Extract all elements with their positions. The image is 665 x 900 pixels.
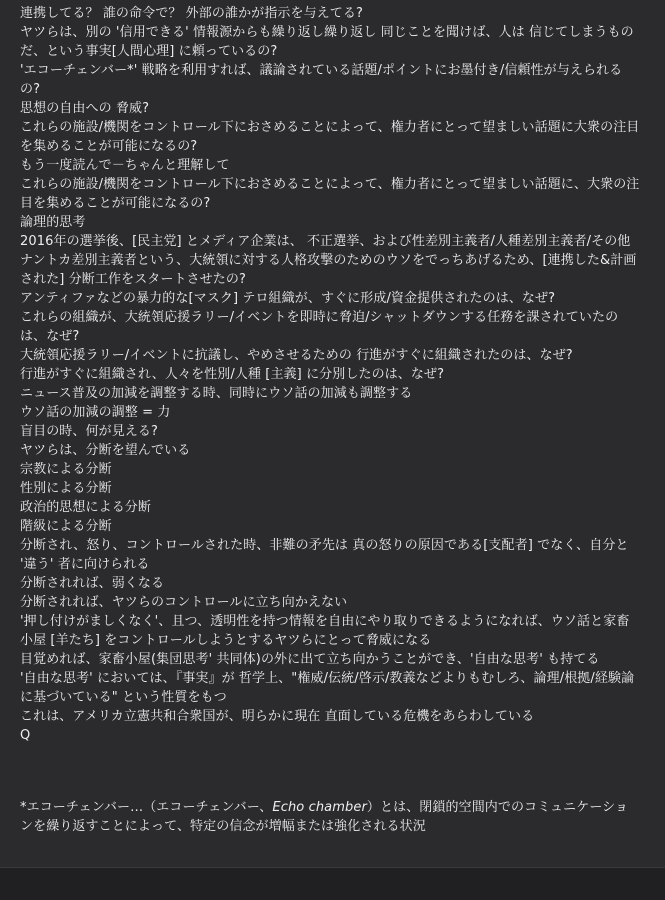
post-line: 分断されれば、弱くなる [20, 576, 165, 591]
post-line: 'エコーチェンバー*' 戦略を利用すれば、議論されている話題/ポイントにお墨付き/信頼性が与えられるの? [20, 63, 623, 97]
post-line: 大統領応援ラリー/イベントに抗議し、やめさせるための 行進がすぐに組織されたのは、なぜ? [20, 348, 573, 363]
post-line: 政治的思想による分断 [20, 500, 152, 515]
post-line: 目覚めれば、家畜小屋(集団思考' 共同体)の外に出て立ち向かうことができ、'自由な思考' も持てる [20, 652, 600, 667]
post-line: 性別による分断 [20, 481, 112, 496]
post-line: ヤツらは、分断を望んでいる [20, 443, 191, 458]
post-line: 階級による分断 [20, 519, 112, 534]
post-line: 連携してる？ 誰の命令で？ 外部の誰かが指示を与えてる? [20, 6, 363, 21]
post-line: Q [20, 728, 31, 743]
bottom-bar [0, 868, 665, 900]
post-line: 宗教による分断 [20, 462, 112, 477]
post-line: これは、アメリカ立憲共和合衆国が、明らかに現在 直面している危機をあらわしている [20, 709, 535, 724]
post-line: 分断されれば、ヤツらのコントロールに立ち向かえない [20, 595, 348, 610]
post-line: 論理的思考 [20, 215, 86, 230]
post-line: 分断され、怒り、コントロールされた時、非難の矛先は 真の怒りの原因である[支配者] でなく、自分と '違う' 者に向けられる [20, 538, 629, 572]
footnote [20, 798, 640, 836]
post-lines [20, 4, 640, 745]
post-line: 行進がすぐに組織され、人々を性別/人種 [主義] に分別したのは、なぜ? [20, 367, 445, 382]
post-line: これらの組織が、大統領応援ラリー/イベントを即時に脅迫/シャットダウンする任務を課されていたのは、なぜ? [20, 310, 619, 344]
post-line: ヤツらは、別の '信用できる' 情報源からも繰り返し繰り返し 同じことを聞けば、人は 信じてしまうものだ、という事実[人間心理] に頼っているの? [20, 25, 634, 59]
post-body [20, 4, 640, 836]
post-line: ニュース普及の加減を調整する時、同時にウソ話の加減も調整する [20, 386, 413, 401]
post-line: これらの施設/機関をコントロール下におさめることによって、権力者にとって望ましい話題に大衆の注目を集めることが可能になるの? [20, 120, 640, 154]
spacer [20, 745, 640, 798]
post-line: もう一度読んで－ちゃんと理解して [20, 158, 230, 173]
post-line: '押し付けがましくなく'、且つ、透明性を持つ情報を自由にやり取りできるようになれば、ウソ話と家畜小屋 [羊たち] をコントロールしようとするヤツらにとって脅威になる [20, 614, 630, 648]
post-line: ウソ話の加減の調整 = 力 [20, 405, 171, 420]
post-line: 2016年の選挙後、[民主党] とメディア企業は、 不正選挙、および性差別主義者/人種差別主義者/その他ナントカ差別主義者という、大統領に対する人格攻撃のためのウソをでっちあげるため、[連携した&計画された] 分断工作をスタートさせたの? [20, 234, 637, 287]
post-line: '自由な思考' においては、『事実』が 哲学上、"権威/伝統/啓示/教義などよりもむしろ、論理/根拠/経験論に基づいている" という性質をもつ [20, 671, 635, 705]
post-line: 思想の自由への 脅威? [20, 101, 150, 116]
post-line: アンティファなどの暴力的な[マスク] テロ組織が、すぐに形成/資金提供されたのは、なぜ? [20, 291, 556, 306]
footnote-suffix: ）とは、閉鎖的空間内でのコミュニケーションを繰り返すことによって、特定の信念が増幅または強化される状況 [20, 800, 629, 834]
footnote-prefix: *エコーチェンバー…（エコーチェンバー、 [20, 800, 273, 815]
post-line: これらの施設/機関をコントロール下におさめることによって、権力者にとって望ましい話題に、大衆の注目を集めることが可能になるの? [20, 177, 640, 211]
footnote-italic-term: Echo chamber [272, 800, 367, 815]
post-line: 盲目の時、何が見える? [20, 424, 158, 439]
